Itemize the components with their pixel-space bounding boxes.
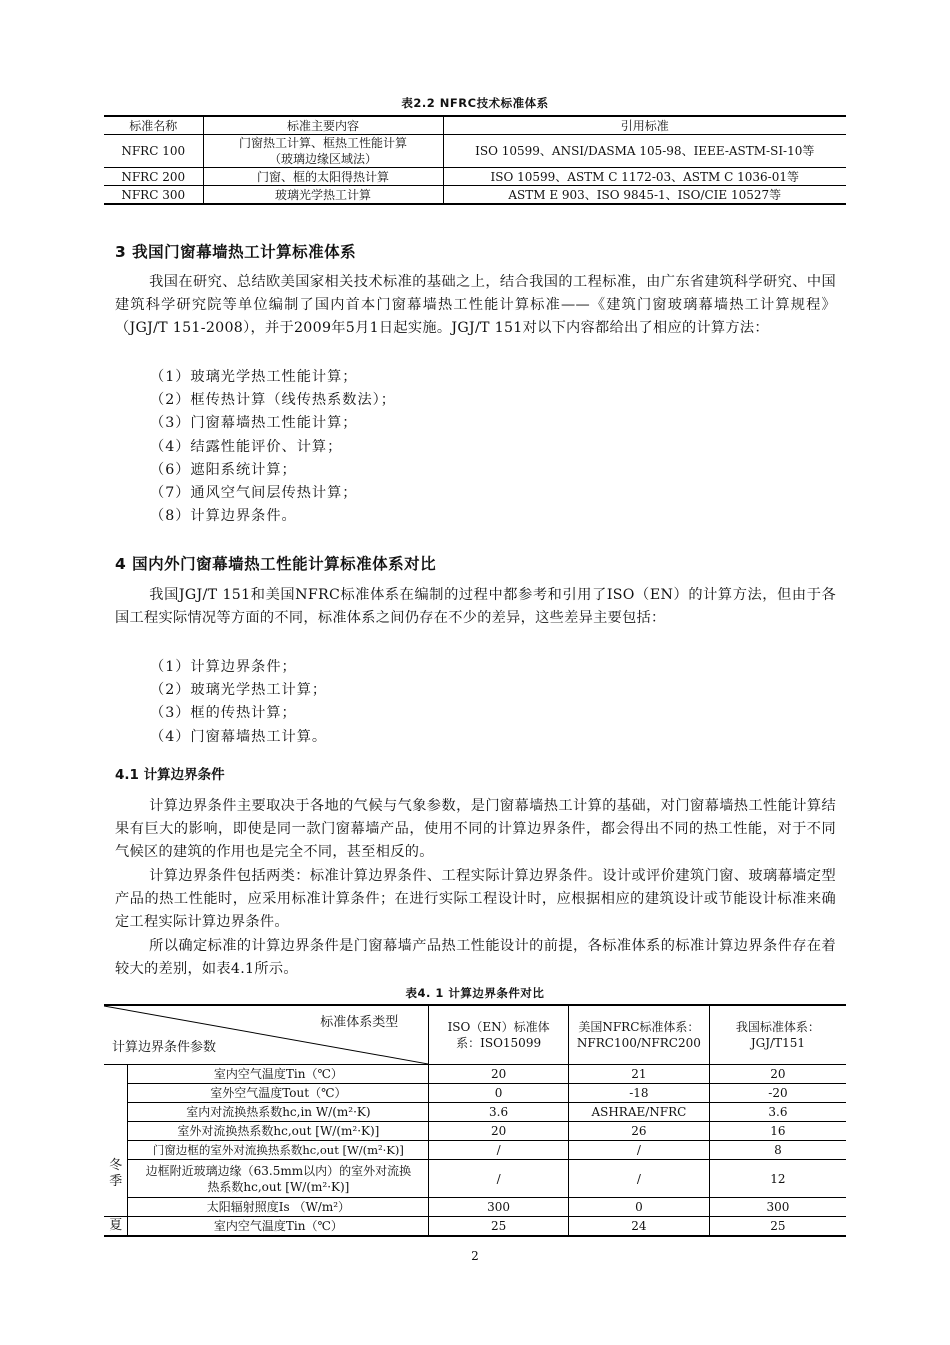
list-item: （8）计算边界条件。 bbox=[150, 508, 297, 525]
table-row bbox=[104, 1198, 846, 1217]
standard-content: 玻璃光学热工计算 bbox=[203, 186, 443, 205]
section-4-list bbox=[150, 656, 327, 749]
standard-content-line1: 门窗热工计算、框热工性能计算 bbox=[238, 136, 407, 150]
standard-content: 门窗、框的太阳得热计算 bbox=[203, 168, 443, 186]
iso-value: 20 bbox=[429, 1122, 569, 1141]
winter-char-1: 冬 bbox=[109, 1157, 123, 1173]
iso-value: 25 bbox=[429, 1217, 569, 1236]
section-3-list bbox=[150, 366, 396, 528]
table-row bbox=[104, 1217, 846, 1236]
cn-value: 300 bbox=[709, 1198, 846, 1217]
section-4-1-text-3: 所以确定标准的计算边界条件是门窗幕墙产品热工性能设计的前提，各标准体系的标准计算边界条件存在着较大的差别，如表4.1所示。 bbox=[115, 938, 836, 978]
standard-refs: ISO 10599、ASTM C 1172-03、ASTM C 1036-01等 bbox=[443, 168, 846, 186]
nfrc-value: / bbox=[568, 1160, 709, 1198]
standard-content-line2: （玻璃边缘区域法） bbox=[268, 152, 377, 166]
iso-value: 300 bbox=[429, 1198, 569, 1217]
cn-value: 8 bbox=[709, 1141, 846, 1160]
iso-value: / bbox=[429, 1160, 569, 1198]
table-2-2 bbox=[104, 115, 846, 205]
cn-value: -20 bbox=[709, 1084, 846, 1103]
header-nfrc: 美国NFRC标准体系：NFRC100/NFRC200 bbox=[568, 1005, 709, 1065]
table-row bbox=[104, 135, 846, 168]
param-cell: 室外空气温度Tout（℃） bbox=[128, 1084, 429, 1103]
section-3-heading: 3 我国门窗幕墙热工计算标准体系 bbox=[115, 243, 357, 261]
cn-value: 12 bbox=[709, 1160, 846, 1198]
standard-refs: ASTM E 903、ISO 9845-1、ISO/CIE 10527等 bbox=[443, 186, 846, 205]
nfrc-value: ASHRAE/NFRC bbox=[568, 1103, 709, 1122]
standard-name: NFRC 300 bbox=[104, 186, 203, 205]
table-row bbox=[104, 1122, 846, 1141]
list-item: （3）门窗幕墙热工性能计算； bbox=[150, 415, 358, 432]
iso-value: / bbox=[429, 1141, 569, 1160]
section-3-text: 我国在研究、总结欧美国家相关技术标准的基础之上，结合我国的工程标准，由广东省建筑科学研究、中国建筑科学研究院等单位编制了国内首本门窗幕墙热工性能计算标准——《建筑门窗玻璃幕墙热工计算规程》（JGJ/T 151-2008），并于2009年5月1日起实施。JGJ/T 151对以下内容都给出了相应的计算方法： bbox=[115, 274, 836, 337]
param-cell: 边框附近玻璃边缘（63.5mm以内）的室外对流换热系数hc,out [W/(m²·K)] bbox=[128, 1160, 429, 1198]
list-item: （7）通风空气间层传热计算； bbox=[150, 485, 358, 502]
list-item: （4）门窗幕墙热工计算。 bbox=[150, 728, 328, 745]
section-3-paragraph bbox=[115, 271, 836, 341]
list-item: （1）玻璃光学热工性能计算； bbox=[150, 369, 358, 385]
list-item: （1）计算边界条件； bbox=[150, 659, 297, 675]
table-2-2-caption: 表2.2 NFRC技术标准体系 bbox=[401, 96, 549, 110]
cn-value: 16 bbox=[709, 1122, 846, 1141]
list-item: （3）框的传热计算； bbox=[150, 705, 297, 722]
cn-value: 20 bbox=[709, 1065, 846, 1084]
section-4-paragraph bbox=[115, 584, 836, 630]
winter-label bbox=[104, 1065, 128, 1217]
iso-value: 20 bbox=[429, 1065, 569, 1084]
section-4-1-paragraph-1 bbox=[115, 795, 836, 865]
iso-value: 0 bbox=[429, 1084, 569, 1103]
cn-value: 3.6 bbox=[709, 1103, 846, 1122]
section-4-1-paragraph-2 bbox=[115, 865, 836, 935]
corner-bottom-label: 计算边界条件参数 bbox=[112, 1040, 217, 1055]
diagonal-header-cell bbox=[104, 1005, 429, 1065]
header-cell: 标准主要内容 bbox=[203, 116, 443, 135]
section-4-1-paragraph-3 bbox=[115, 935, 836, 981]
section-4-1-text-2: 计算边界条件包括两类：标准计算边界条件、工程实际计算边界条件。设计或评价建筑门窗、玻璃幕墙定型产品的热工性能时，应采用标准计算条件；在进行实际工程设计时，应根据相应的建筑设计或节能设计标准来确定工程实际计算边界条件。 bbox=[115, 868, 836, 931]
header-cell: 引用标准 bbox=[443, 116, 846, 135]
table-row bbox=[104, 1065, 846, 1084]
list-item: （4）结露性能评价、计算； bbox=[150, 438, 343, 455]
table-4-1 bbox=[104, 1004, 846, 1237]
table-header-row bbox=[104, 1005, 846, 1065]
page-number: 2 bbox=[471, 1249, 479, 1263]
standard-name: NFRC 100 bbox=[104, 135, 203, 168]
param-cell: 太阳辐射照度Is （W/m²） bbox=[128, 1198, 429, 1217]
standard-refs: ISO 10599、ANSI/DASMA 105-98、IEEE-ASTM-SI-10等 bbox=[443, 135, 846, 168]
nfrc-value: 26 bbox=[568, 1122, 709, 1141]
cn-value: 25 bbox=[709, 1217, 846, 1236]
table-row bbox=[104, 1141, 846, 1160]
param-cell: 门窗边框的室外对流换热系数hc,out [W/(m²·K)] bbox=[128, 1141, 429, 1160]
winter-char-2: 季 bbox=[109, 1173, 123, 1189]
iso-value: 3.6 bbox=[429, 1103, 569, 1122]
nfrc-value: 24 bbox=[568, 1217, 709, 1236]
section-4-text: 我国JGJ/T 151和美国NFRC标准体系在编制的过程中都参考和引用了ISO（EN）的计算方法，但由于各国工程实际情况等方面的不同，标准体系之间仍存在不少的差异，这些差异主要包括： bbox=[115, 587, 836, 627]
section-4-1-text-1: 计算边界条件主要取决于各地的气候与气象参数，是门窗幕墙热工计算的基础，对门窗幕墙热工性能计算结果有巨大的影响，即使是同一款门窗幕墙产品，使用不同的计算边界条件，都会得出不同的热工性能，对于不同气候区的建筑的作用也是完全不同，甚至相反的。 bbox=[115, 798, 836, 861]
standard-content bbox=[203, 135, 443, 168]
header-cn: 我国标准体系：JGJ/T151 bbox=[709, 1005, 846, 1065]
table-row bbox=[104, 1103, 846, 1122]
param-cell: 室外对流换热系数hc,out [W/(m²·K)] bbox=[128, 1122, 429, 1141]
list-item: （2）玻璃光学热工计算； bbox=[150, 682, 328, 699]
nfrc-value: 21 bbox=[568, 1065, 709, 1084]
nfrc-value: -18 bbox=[568, 1084, 709, 1103]
list-item: （6）遮阳系统计算； bbox=[150, 461, 297, 478]
list-item: （2）框传热计算（线传热系数法）； bbox=[150, 392, 396, 409]
standard-name: NFRC 200 bbox=[104, 168, 203, 186]
summer-label: 夏 bbox=[104, 1217, 128, 1236]
table-header-row bbox=[104, 116, 846, 135]
param-cell: 室内对流换热系数hc,in W/(m²·K) bbox=[128, 1103, 429, 1122]
table-row bbox=[104, 186, 846, 205]
table-row bbox=[104, 1160, 846, 1198]
section-4-heading: 4 国内外门窗幕墙热工性能计算标准体系对比 bbox=[115, 555, 437, 573]
nfrc-value: / bbox=[568, 1141, 709, 1160]
param-cell: 室内空气温度Tin（℃） bbox=[128, 1217, 429, 1236]
table-row bbox=[104, 1084, 846, 1103]
corner-top-label: 标准体系类型 bbox=[320, 1015, 399, 1030]
nfrc-value: 0 bbox=[568, 1198, 709, 1217]
section-4-1-heading: 4.1 计算边界条件 bbox=[115, 767, 225, 783]
header-cell: 标准名称 bbox=[104, 116, 203, 135]
table-row bbox=[104, 168, 846, 186]
table-4-1-caption: 表4. 1 计算边界条件对比 bbox=[405, 986, 545, 1000]
header-iso: ISO（EN）标准体系：ISO15099 bbox=[429, 1005, 569, 1065]
param-cell: 室内空气温度Tin（℃） bbox=[128, 1065, 429, 1084]
